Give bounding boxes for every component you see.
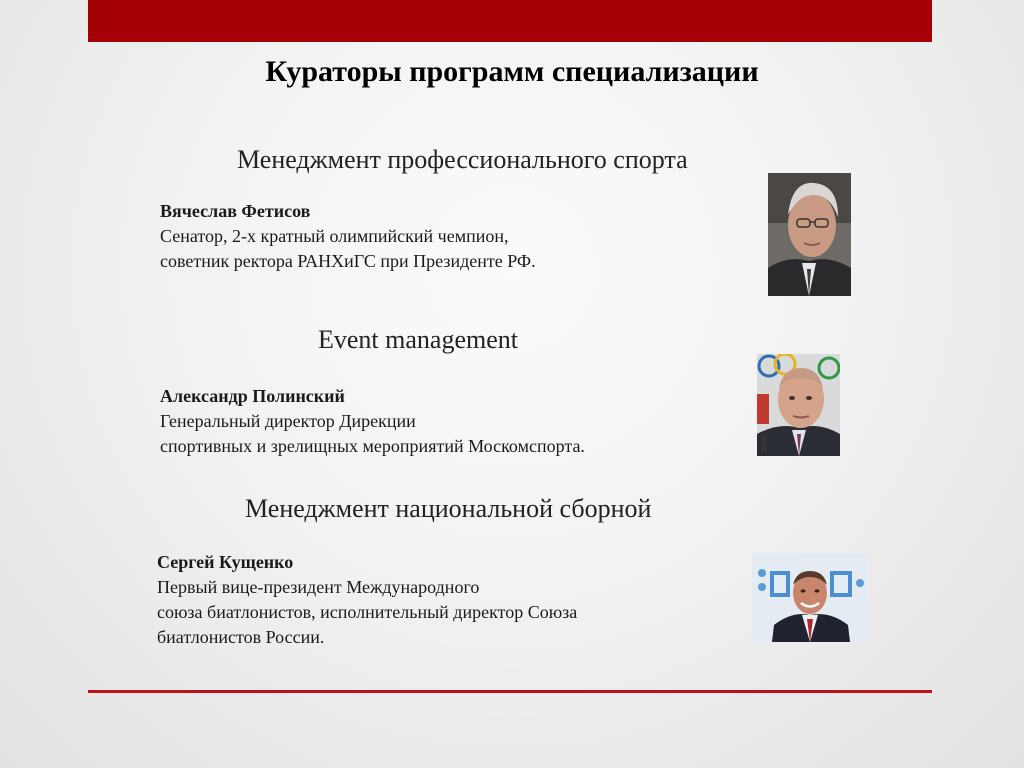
bottom-divider	[88, 690, 932, 693]
curator-name: Александр Полинский	[160, 386, 345, 406]
curator-polinsky	[160, 384, 585, 459]
curator-photo-polinsky	[757, 354, 840, 456]
curator-description-line: Первый вице-президент Международного	[157, 577, 480, 597]
section-heading-national-team: Менеджмент национальной сборной	[245, 494, 652, 523]
curator-description-line: союза биатлонистов, исполнительный директор Союза	[157, 602, 578, 622]
curator-name: Сергей Кущенко	[157, 552, 294, 572]
curator-description-line: Генеральный директор Дирекции	[160, 411, 416, 431]
slide-title: Кураторы программ специализации	[265, 55, 759, 88]
curator-fetisov	[160, 199, 536, 274]
curator-kushchenko	[157, 550, 577, 650]
curator-description-line: биатлонистов России.	[157, 627, 325, 647]
curator-name: Вячеслав Фетисов	[160, 201, 311, 221]
section-heading-event-management: Event management	[318, 325, 518, 354]
curator-description-line: спортивных и зрелищных мероприятий Москомспорта.	[160, 436, 585, 456]
curator-description-line: Сенатор, 2-х кратный олимпийский чемпион,	[160, 226, 509, 246]
section-heading-pro-sport: Менеджмент профессионального спорта	[237, 145, 688, 174]
curator-photo-kushchenko	[752, 553, 867, 642]
curator-photo-fetisov	[768, 173, 851, 296]
curator-description-line: советник ректора РАНХиГС при Президенте РФ.	[160, 251, 536, 271]
top-accent-bar	[88, 0, 932, 42]
